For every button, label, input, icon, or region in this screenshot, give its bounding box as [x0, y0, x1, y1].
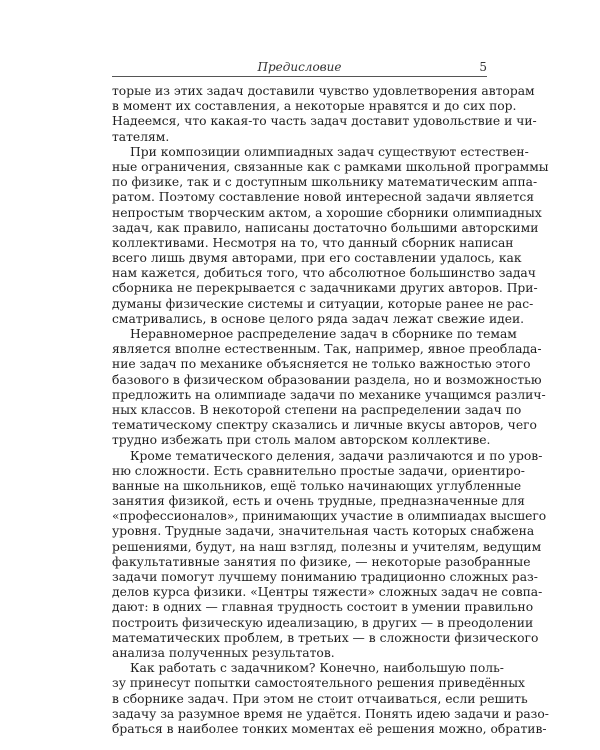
text-line: тематическому спектру сказались и личные вкусы авторов, чего [112, 418, 537, 433]
text-line: всего лишь двумя авторами, при его составлении удалось, как [112, 251, 522, 266]
text-line: При композиции олимпиадных задач существуют естествен- [130, 144, 529, 159]
text-line: ратом. Поэтому составление новой интересной задачи является [112, 190, 535, 205]
header-title: Предисловие [257, 60, 342, 74]
text-line: нам кажется, добиться того, что абсолютное большинство задач [112, 266, 536, 281]
text-line: в сборнике задач. При этом не стоит отчаиваться, если решить [112, 691, 528, 706]
text-line: уровня. Трудные задачи, значительная часть которых снабжена [112, 524, 535, 539]
text-line: делов курса физики. «Центры тяжести» сложных задач не совпа- [112, 585, 543, 600]
text-line: Кроме тематического деления, задачи различаются и по уров- [130, 448, 543, 463]
text-line: по физике, так и с доступным школьнику математическим аппа- [112, 175, 538, 190]
text-line: решениями, будут, на наш взгляд, полезны и учителям, ведущим [112, 539, 542, 554]
text-line: базового в физическом образовании раздела, но и возможностью [112, 372, 542, 387]
text-line: в момент их составления, а некоторые нравятся и до сих пор. [112, 99, 517, 114]
body-text [112, 84, 549, 737]
paragraph [112, 327, 546, 449]
text-line: задачи помогут лучшему пониманию традиционно сложных раз- [112, 570, 538, 584]
text-line: непростым творческим актом, а хорошие сборники олимпиадных [112, 205, 542, 220]
text-line: задач, как правило, написаны достаточно большими авторскими [112, 220, 539, 235]
paragraph [112, 84, 537, 145]
text-line: зу принесут попытки самостоятельного решения приведённых [112, 676, 525, 691]
text-line: ные ограничения, связанные как с рамками школьной программы [112, 159, 549, 174]
header-rule [112, 76, 487, 77]
text-line: занятия физикой, есть и очень трудные, предназначенные для [112, 494, 525, 509]
text-line: торые из этих задач доставили чувство удовлетворения авторам [112, 84, 535, 98]
text-line: ванные на школьников, ещё только начинающих углубленные [112, 478, 522, 493]
text-line: Надеемся, что какая-то часть задач доставит удовольствие и чи- [112, 114, 537, 129]
text-line: трудно избежать при столь малом авторском коллективе. [112, 433, 491, 448]
paragraph [112, 661, 549, 737]
paragraph [112, 144, 549, 327]
running-header [112, 60, 487, 76]
text-line: является вполне естественным. Так, например, явное преоблада- [112, 342, 542, 357]
paragraph [112, 448, 547, 662]
text-line: думаны физические системы и ситуации, которые ранее не рас- [112, 296, 534, 311]
text-line: математических проблем, в третьих — в сложности физического [112, 630, 539, 645]
text-line: задачу за разумное время не удаётся. Понять идею задачи и разо- [112, 706, 549, 721]
text-line: коллективами. Несмотря на то, что данный сборник написан [112, 235, 514, 250]
text-line: дают: в одних — главная трудность состоит в умении правильно [112, 600, 534, 615]
text-line: Неравномерное распределение задач в сборнике по темам [130, 327, 517, 341]
text-line: предложить на олимпиаде задачи по механике учащимся различ- [112, 387, 546, 402]
text-line: Как работать с задачником? Конечно, наибольшую поль- [130, 661, 504, 676]
text-line: тателям. [112, 129, 170, 144]
text-line: сборника не перекрывается с задачниками других авторов. При- [112, 281, 538, 296]
text-line: ню сложности. Есть сравнительно простые задачи, ориентиро- [112, 463, 525, 478]
text-line: «профессионалов», принимающих участие в олимпиадах высшего [112, 509, 547, 524]
page-number: 5 [479, 60, 487, 74]
text-line: ние задач по механике объясняется не только важностью этого [112, 357, 531, 372]
text-line: сматривались, в основе целого ряда задач лежат свежие идеи. [112, 311, 525, 326]
text-line: анализа полученных результатов. [112, 645, 335, 660]
text-line: факультативные занятия по физике, — некоторые разобранные [112, 554, 531, 569]
text-line: построить физическую идеализацию, в других — в преодолении [112, 615, 534, 630]
text-line: браться в наиболее тонких моментах её решения можно, обратив- [112, 721, 547, 736]
text-line: ных классов. В некоторой степени на распределении задач по [112, 402, 522, 417]
